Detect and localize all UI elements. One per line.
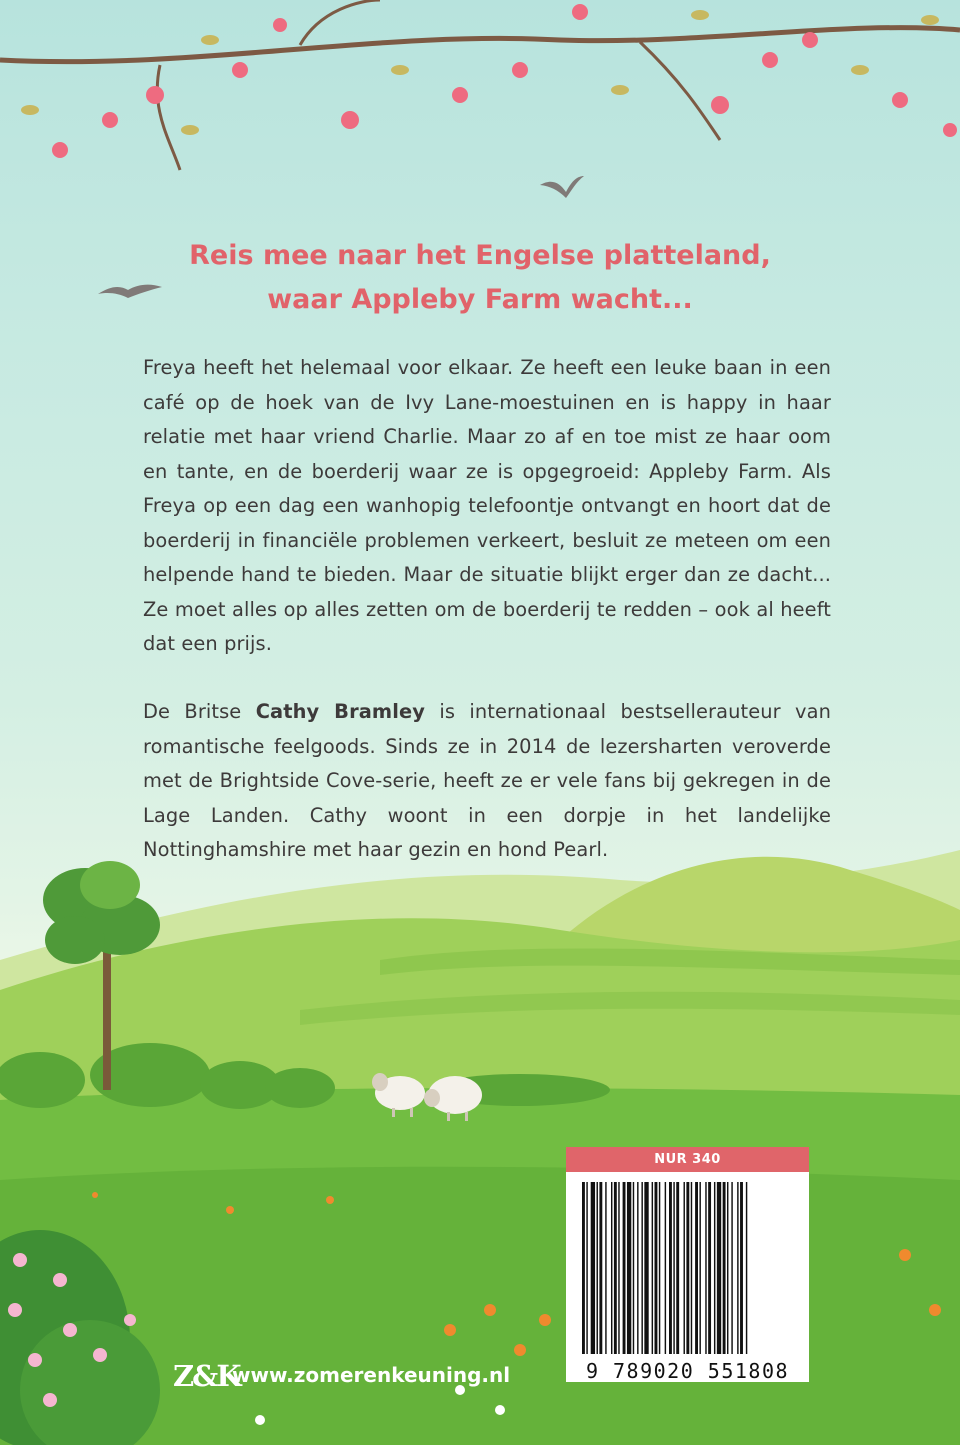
tagline-line2: waar Appleby Farm wacht... <box>267 284 693 315</box>
tree-canopy <box>43 861 160 964</box>
publisher-logo: Z&K <box>173 1359 240 1393</box>
publisher-website: www.zomerenkeuning.nl <box>232 1363 511 1387</box>
author-bio <box>143 695 831 868</box>
bio-prefix: De Britse <box>143 700 256 723</box>
bio-rest: is internationaal bestsellerauteur van romantische feelgoods. Sinds ze in 2014 de lezersharten veroverde met de Brightside Cove-serie, heeft ze er vele fans bij gekregen in de Lage Landen. Cathy woont in een dorpje in het landelijke Nottinghamshire met haar gezin en hond Pearl. <box>143 700 831 861</box>
bird <box>540 176 584 198</box>
barcode <box>582 1182 793 1354</box>
barcode-box <box>566 1147 809 1382</box>
blossom-branch <box>0 0 960 170</box>
isbn-number: 9 789020 551808 <box>585 1359 790 1383</box>
tree-trunk <box>103 950 111 1090</box>
tagline <box>0 234 960 322</box>
author-name: Cathy Bramley <box>255 700 425 723</box>
tagline-line1: Reis mee naar het Engelse platteland, <box>189 240 771 271</box>
nur-code: NUR 340 <box>566 1147 809 1172</box>
book-blurb: Freya heeft het helemaal voor elkaar. Ze heeft een leuke baan in een café op de hoek van de Ivy Lane-moestuinen en is happy in haar relatie met haar vriend Charlie. Maar zo af en toe mist ze haar oom en tante, en de boerderij waar ze is opgegroeid: Appleby Farm. Als Freya op een dag een wanhopig telefoontje ontvangt en hoort dat de boerderij in financiële problemen verkeert, besluit ze meteen om een helpende hand te bieden. Maar de situatie blijkt erger dan ze dacht... Ze moet alles op alles zetten om de boerderij te redden – ook al heeft dat een prijs. <box>143 356 831 655</box>
